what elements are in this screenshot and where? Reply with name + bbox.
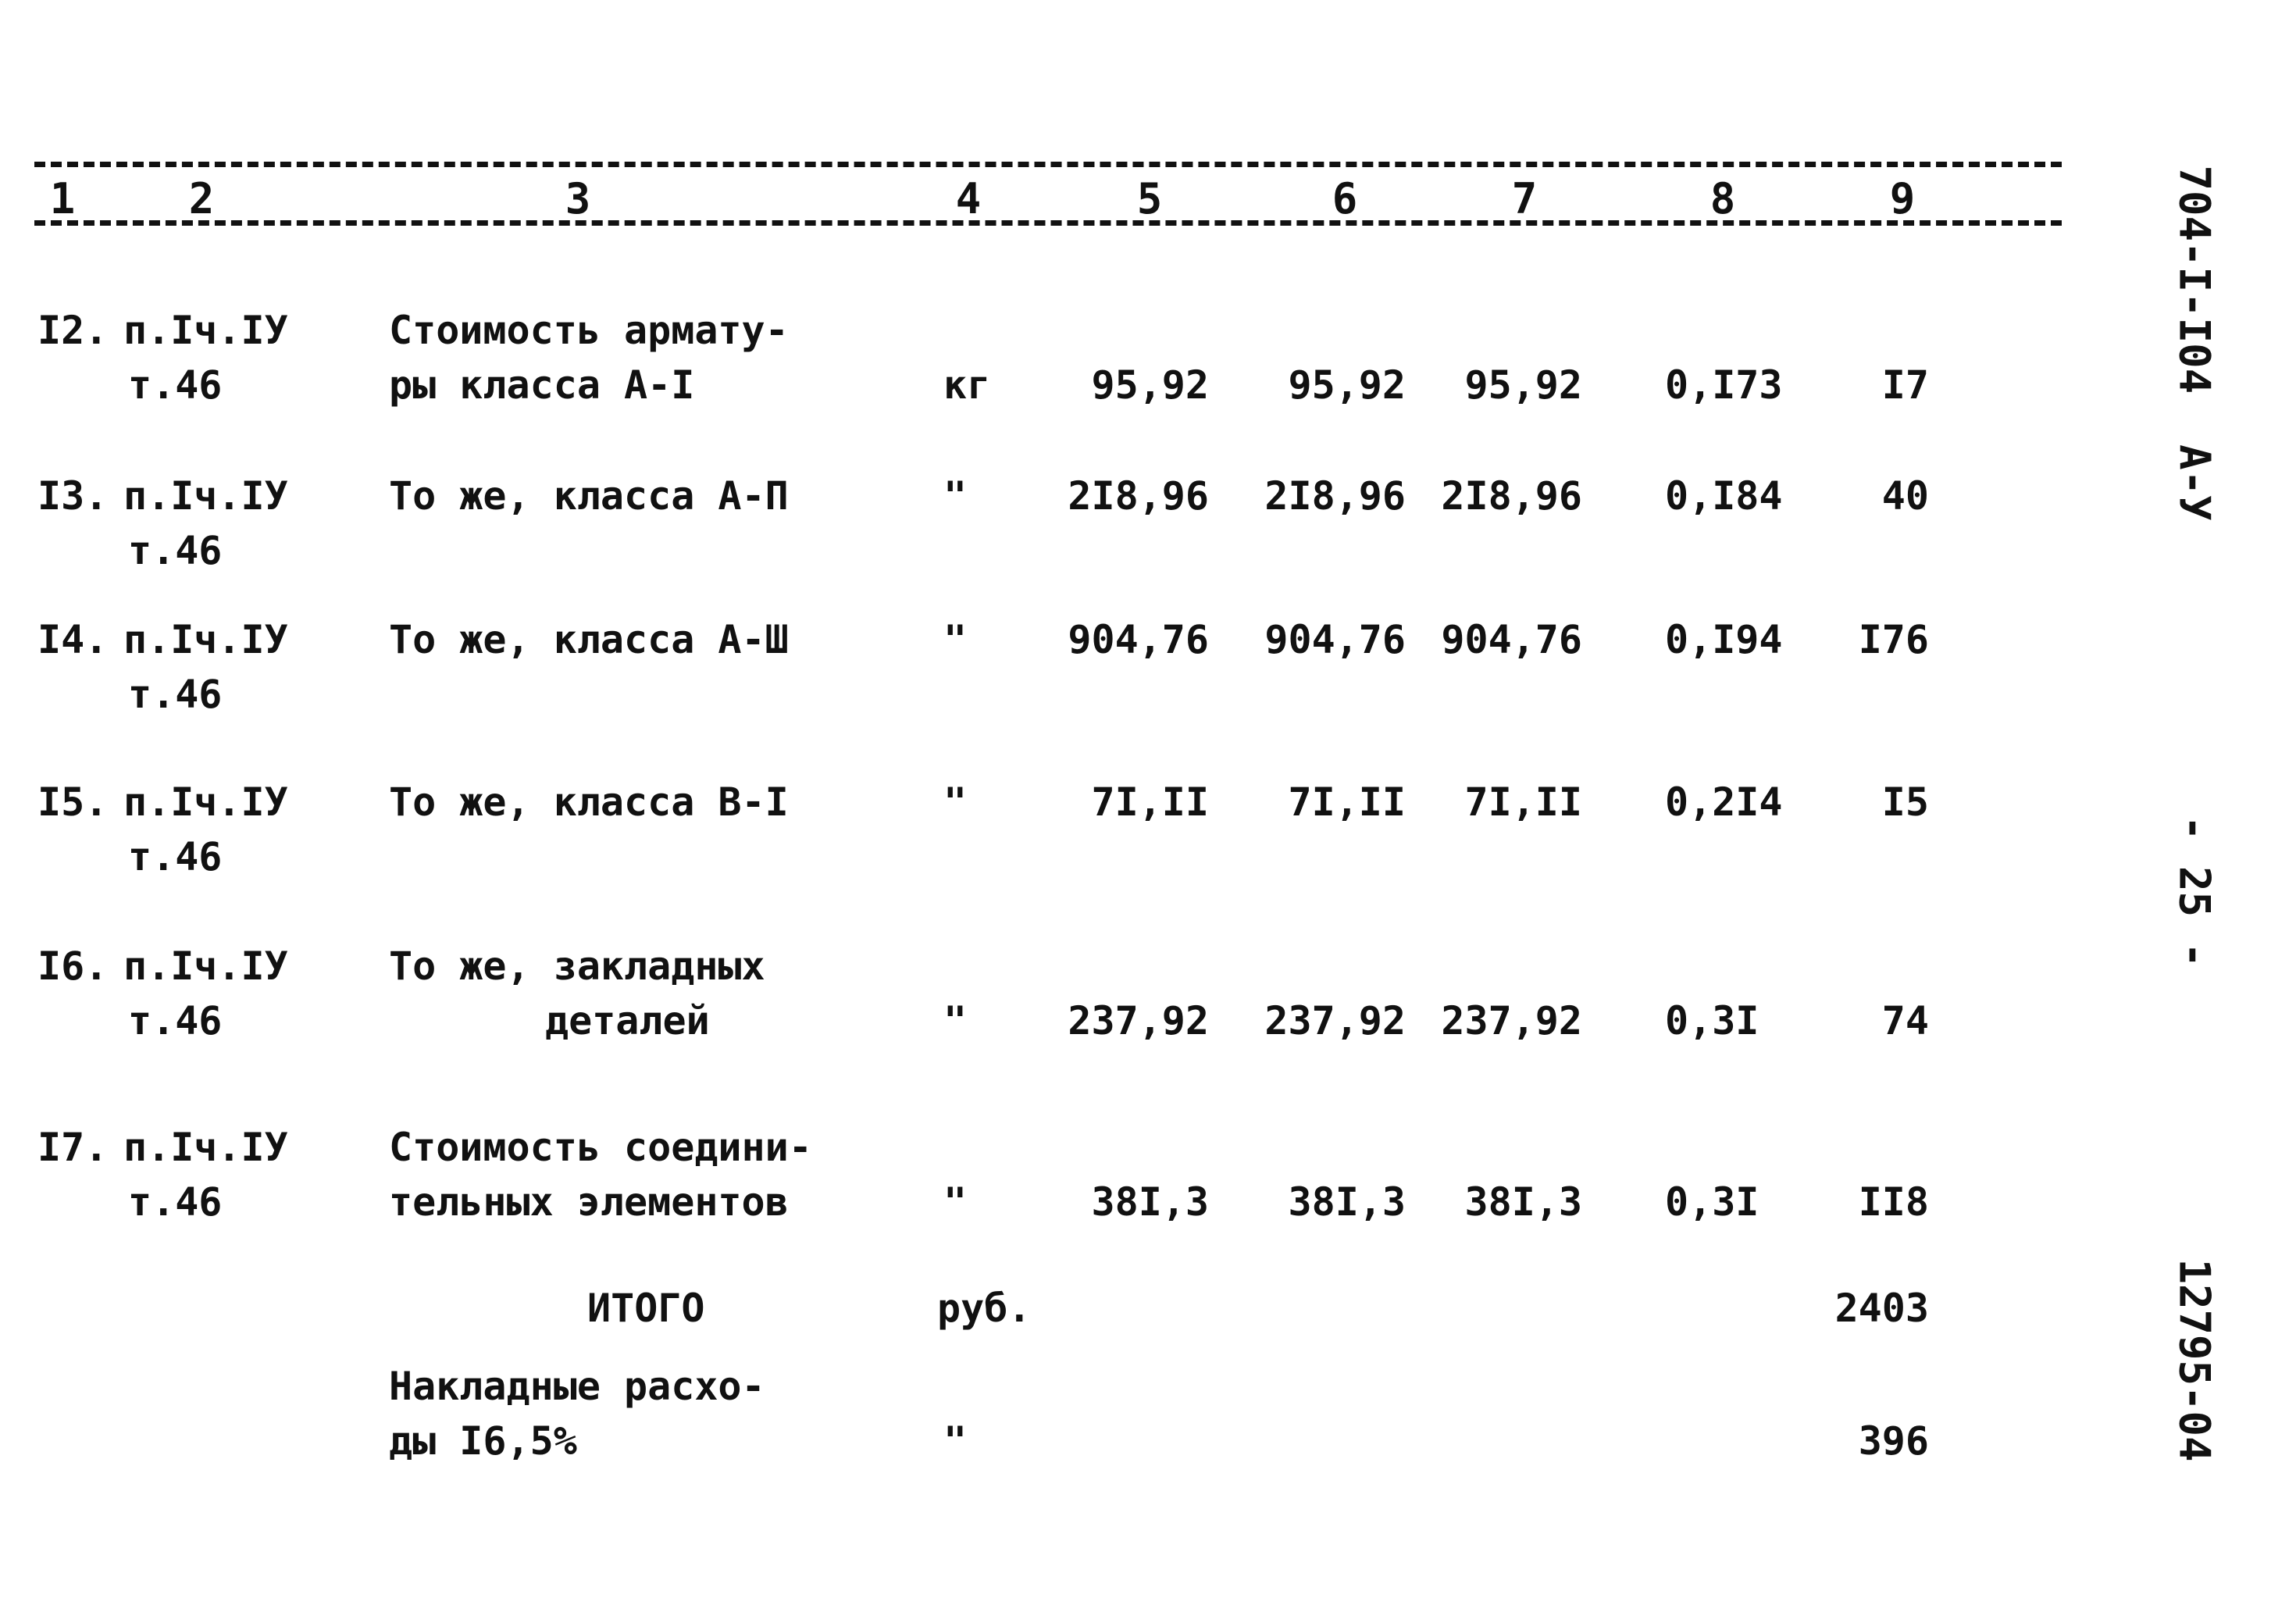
row-col9: I5: [1881, 779, 1929, 825]
row-col9: II8: [1858, 1179, 1929, 1225]
row-col6: 38I,3: [1288, 1179, 1406, 1225]
row-reference: п.Iч.IУ т.46: [123, 308, 288, 408]
row-col8: 0,3I: [1665, 1179, 1759, 1225]
row-number: I4.: [37, 617, 109, 662]
row-unit: ": [943, 617, 968, 662]
row-unit: ": [943, 473, 968, 519]
row-col8: 0,I84: [1665, 473, 1783, 519]
header-top-rule: [34, 162, 2062, 167]
col-header-6: 6: [1332, 174, 1358, 223]
row-number: I3.: [37, 473, 109, 519]
row-col9: I76: [1858, 617, 1929, 662]
row-unit: ": [943, 998, 968, 1043]
row-col7: 7I,II: [1464, 779, 1582, 825]
row-reference: п.Iч.IУ т.46: [123, 943, 288, 1043]
overhead-description: Накладные расхо- ды I6,5%: [389, 1364, 765, 1464]
row-col6: 95,92: [1288, 362, 1406, 408]
row-col9: 74: [1881, 998, 1929, 1043]
row-col7: 2I8,96: [1441, 473, 1582, 519]
row-col5: 95,92: [1091, 362, 1209, 408]
side-page-number: - 25 -: [2169, 815, 2219, 968]
row-col7: 237,92: [1441, 998, 1582, 1043]
row-reference: п.Iч.IУ т.46: [123, 473, 288, 573]
row-col5: 237,92: [1068, 998, 1209, 1043]
row-reference: п.Iч.IУ т.46: [123, 779, 288, 879]
col-header-5: 5: [1136, 174, 1163, 223]
row-col6: 2I8,96: [1264, 473, 1406, 519]
row-col5: 38I,3: [1091, 1179, 1209, 1225]
row-description: То же, класса А-П: [389, 473, 789, 519]
row-description: То же, закладных деталей: [389, 943, 765, 1043]
col-header-4: 4: [955, 174, 982, 223]
row-col9: I7: [1881, 362, 1929, 408]
row-col6: 7I,II: [1288, 779, 1406, 825]
row-col8: 0,2I4: [1665, 779, 1783, 825]
row-col7: 38I,3: [1464, 1179, 1582, 1225]
side-doc-code: 704-I-I04 А-У: [2169, 165, 2219, 521]
row-col5: 904,76: [1068, 617, 1209, 662]
col-header-1: 1: [49, 174, 76, 223]
row-col5: 2I8,96: [1068, 473, 1209, 519]
row-col7: 95,92: [1464, 362, 1582, 408]
row-unit: ": [943, 779, 968, 825]
header-bottom-rule: [34, 220, 2062, 226]
row-col6: 904,76: [1264, 617, 1406, 662]
overhead-unit: ": [943, 1418, 968, 1464]
row-col6: 237,92: [1264, 998, 1406, 1043]
row-col8: 0,3I: [1665, 998, 1759, 1043]
overhead-value: 396: [1858, 1418, 1929, 1464]
row-description: Стоимость соедини- тельных элементов: [389, 1125, 812, 1225]
row-col9: 40: [1881, 473, 1929, 519]
col-header-2: 2: [188, 174, 215, 223]
total-label: ИТОГО: [587, 1286, 705, 1331]
total-unit: руб.: [937, 1286, 1032, 1331]
col-header-3: 3: [565, 174, 591, 223]
total-value: 2403: [1834, 1286, 1929, 1331]
col-header-9: 9: [1889, 174, 1916, 223]
col-header-8: 8: [1710, 174, 1736, 223]
row-description: Стоимость армату- ры класса А-I: [389, 308, 789, 408]
side-inventory-number: 12795-04: [2169, 1258, 2219, 1462]
row-unit: кг: [943, 362, 991, 408]
row-number: I2.: [37, 308, 109, 353]
row-unit: ": [943, 1179, 968, 1225]
row-reference: п.Iч.IУ т.46: [123, 1125, 288, 1225]
row-col7: 904,76: [1441, 617, 1582, 662]
row-col8: 0,I94: [1665, 617, 1783, 662]
row-description: То же, класса А-Ш: [389, 617, 789, 662]
row-col5: 7I,II: [1091, 779, 1209, 825]
row-col8: 0,I73: [1665, 362, 1783, 408]
row-number: I7.: [37, 1125, 109, 1170]
row-number: I5.: [37, 779, 109, 825]
row-number: I6.: [37, 943, 109, 989]
col-header-7: 7: [1511, 174, 1538, 223]
row-description: То же, класса В-I: [389, 779, 789, 825]
row-reference: п.Iч.IУ т.46: [123, 617, 288, 717]
